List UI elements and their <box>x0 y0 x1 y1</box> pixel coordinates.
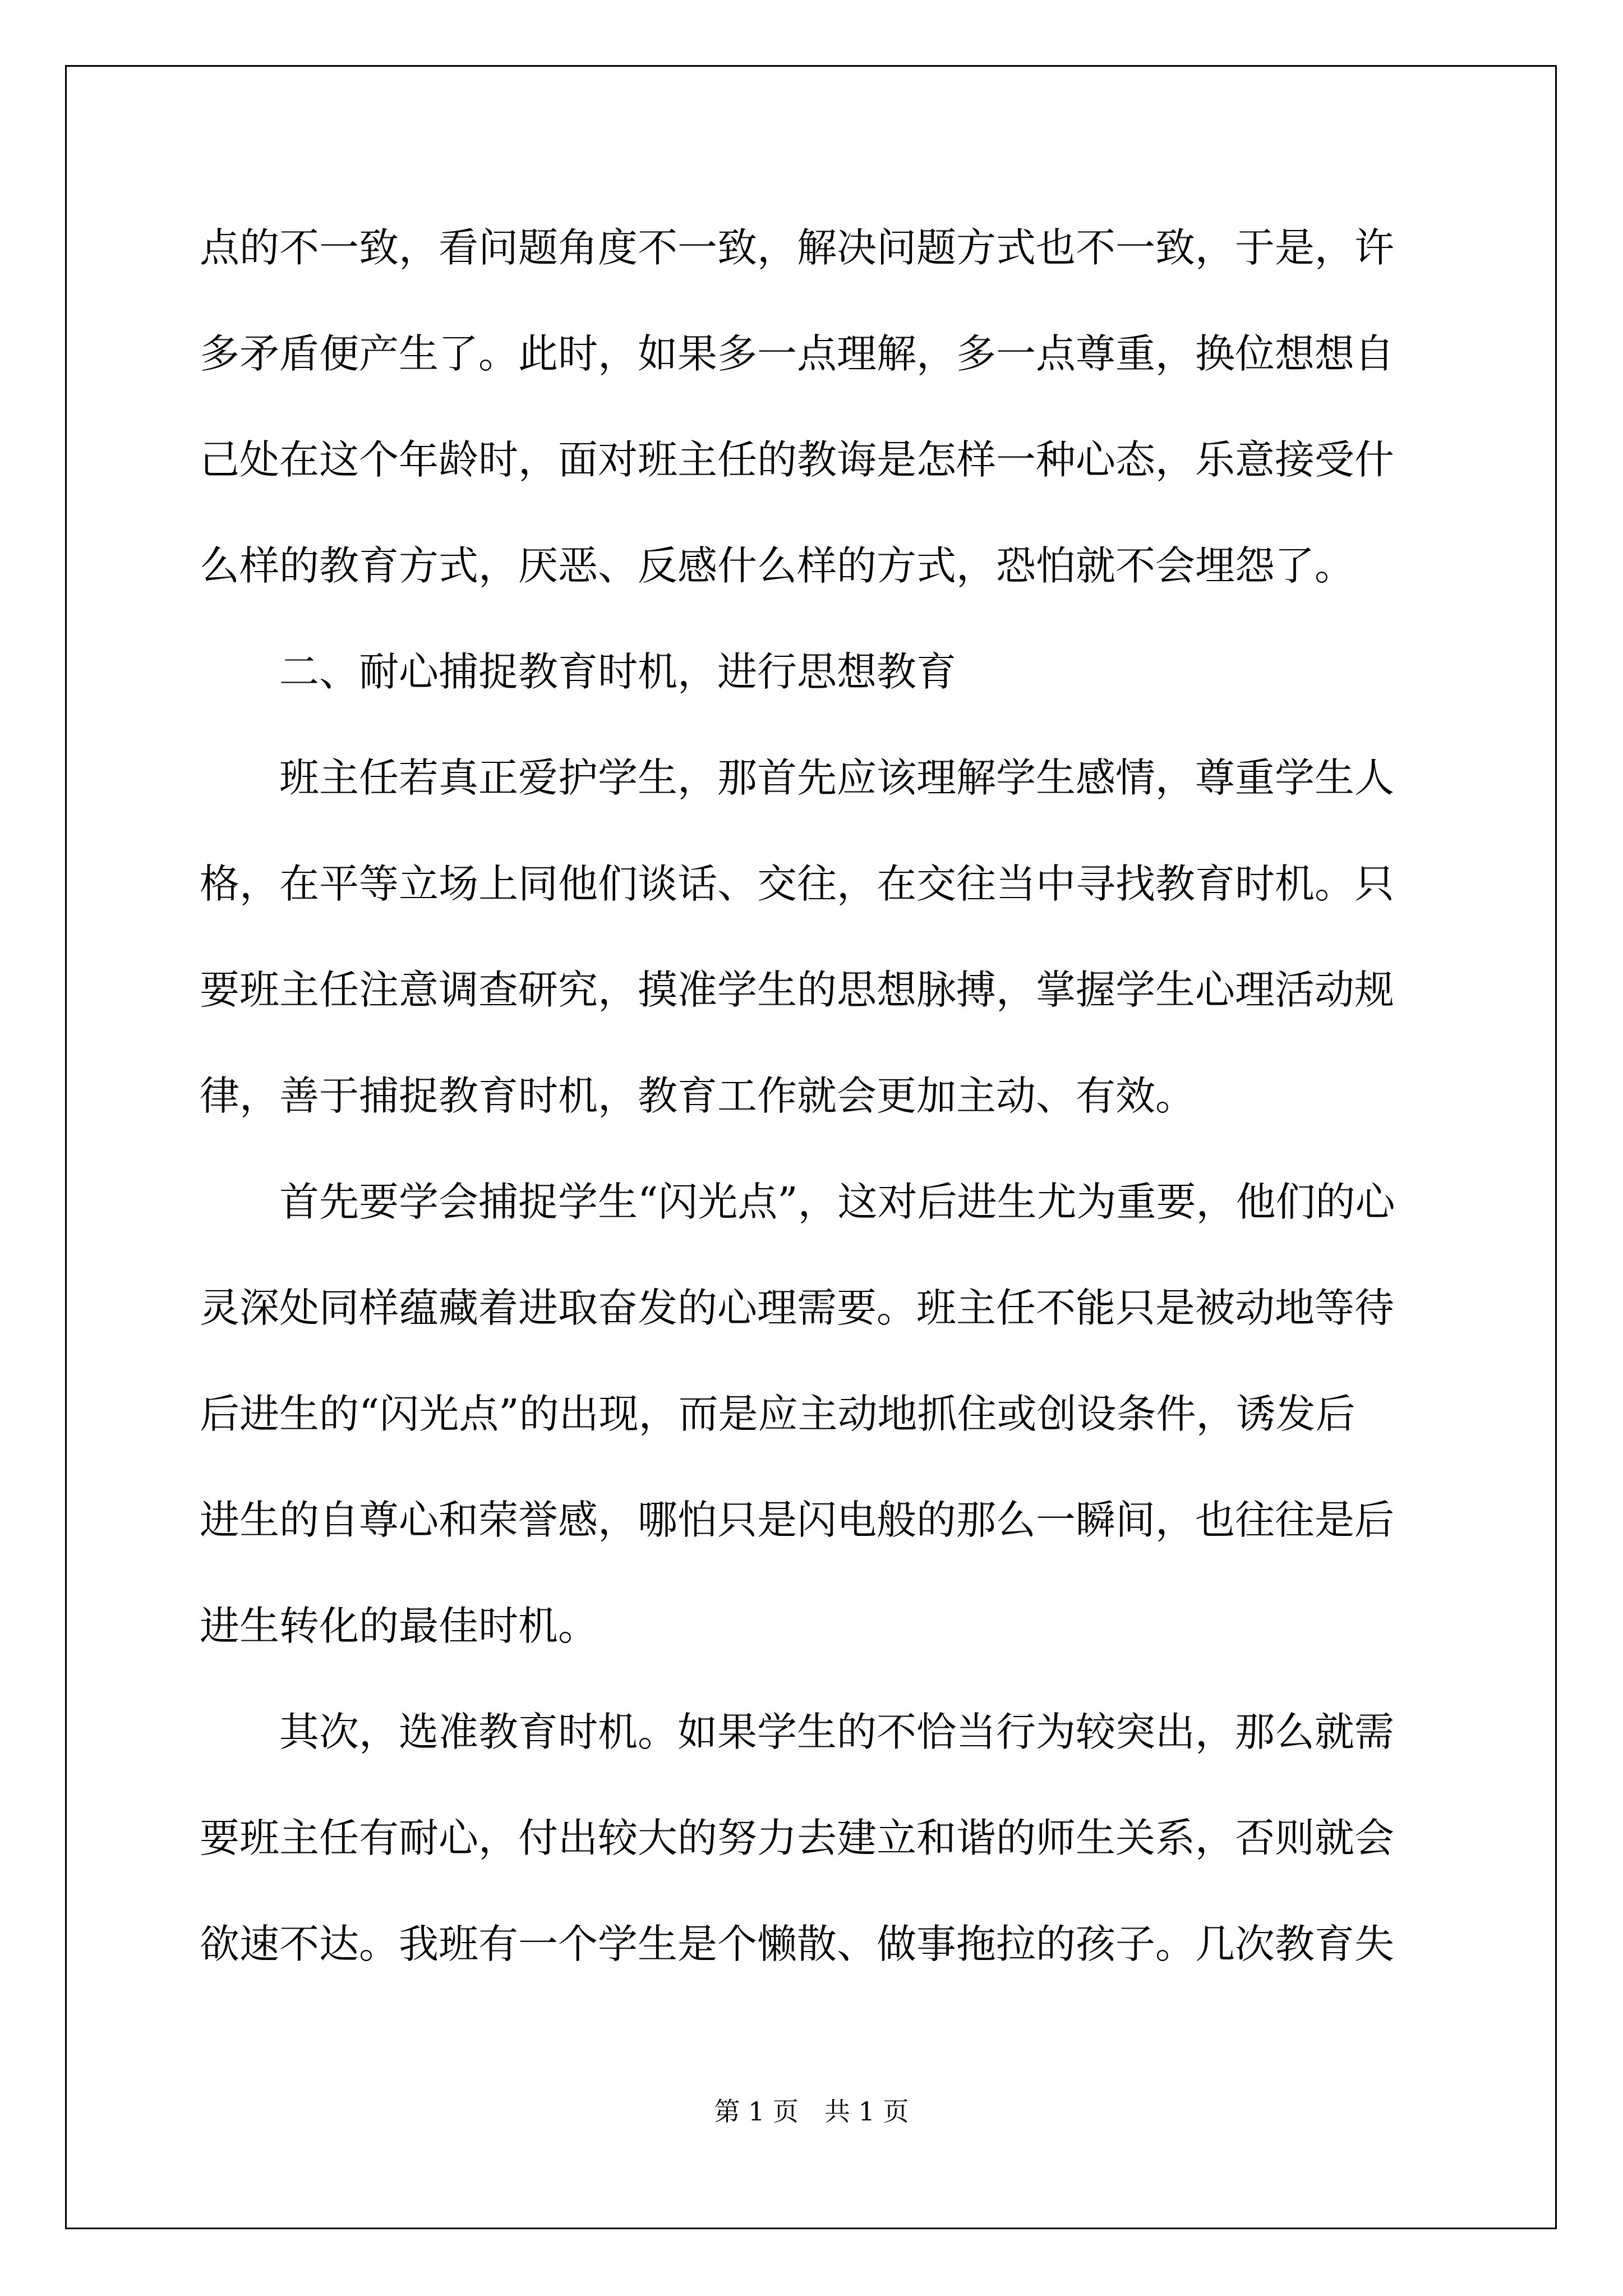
page-border <box>65 65 1557 2229</box>
text-line: 其次，选准教育时机。如果学生的不恰当行为较突出，那么就需 <box>200 1709 1395 1755</box>
text-line: 律，善于捕捉教育时机，教育工作就会更加主动、有效。 <box>200 1073 1196 1119</box>
text-line: 灵深处同样蕴藏着进取奋发的心理需要。班主任不能只是被动地等待 <box>200 1285 1395 1331</box>
text-line: 多矛盾便产生了。此时，如果多一点理解，多一点尊重，换位想想自 <box>200 330 1395 377</box>
text-line: 后进生的“闪光点”的出现，而是应主动地抓住或创设条件，诱发后 <box>200 1391 1355 1437</box>
text-line: 己处在这个年龄时，面对班主任的教诲是怎样一种心态，乐意接受什 <box>200 436 1395 483</box>
text-line: 首先要学会捕捉学生“闪光点”，这对后进生尤为重要，他们的心 <box>200 1179 1395 1225</box>
section-heading: 二、耐心捕捉教育时机，进行思想教育 <box>200 648 957 695</box>
text-line: 欲速不达。我班有一个学生是个懒散、做事拖拉的孩子。几次教育失 <box>200 1921 1395 1967</box>
text-line: 点的不一致，看问题角度不一致，解决问题方式也不一致，于是，许 <box>200 224 1395 271</box>
text-line: 么样的教育方式，厌恶、反感什么样的方式，恐怕就不会埋怨了。 <box>200 542 1355 589</box>
text-line: 进生的自尊心和荣誉感，哪怕只是闪电般的那么一瞬间，也往往是后 <box>200 1497 1395 1543</box>
text-line: 进生转化的最佳时机。 <box>200 1603 598 1649</box>
text-line: 要班主任有耐心，付出较大的努力去建立和谐的师生关系，否则就会 <box>200 1815 1395 1861</box>
page-number-footer: 第 1 页 共 1 页 <box>714 2096 909 2127</box>
text-line: 格，在平等立场上同他们谈话、交往，在交往当中寻找教育时机。只 <box>200 861 1395 907</box>
text-line: 要班主任注意调查研究，摸准学生的思想脉搏，掌握学生心理活动规 <box>200 967 1395 1013</box>
text-line: 班主任若真正爱护学生，那首先应该理解学生感情，尊重学生人 <box>200 754 1395 801</box>
